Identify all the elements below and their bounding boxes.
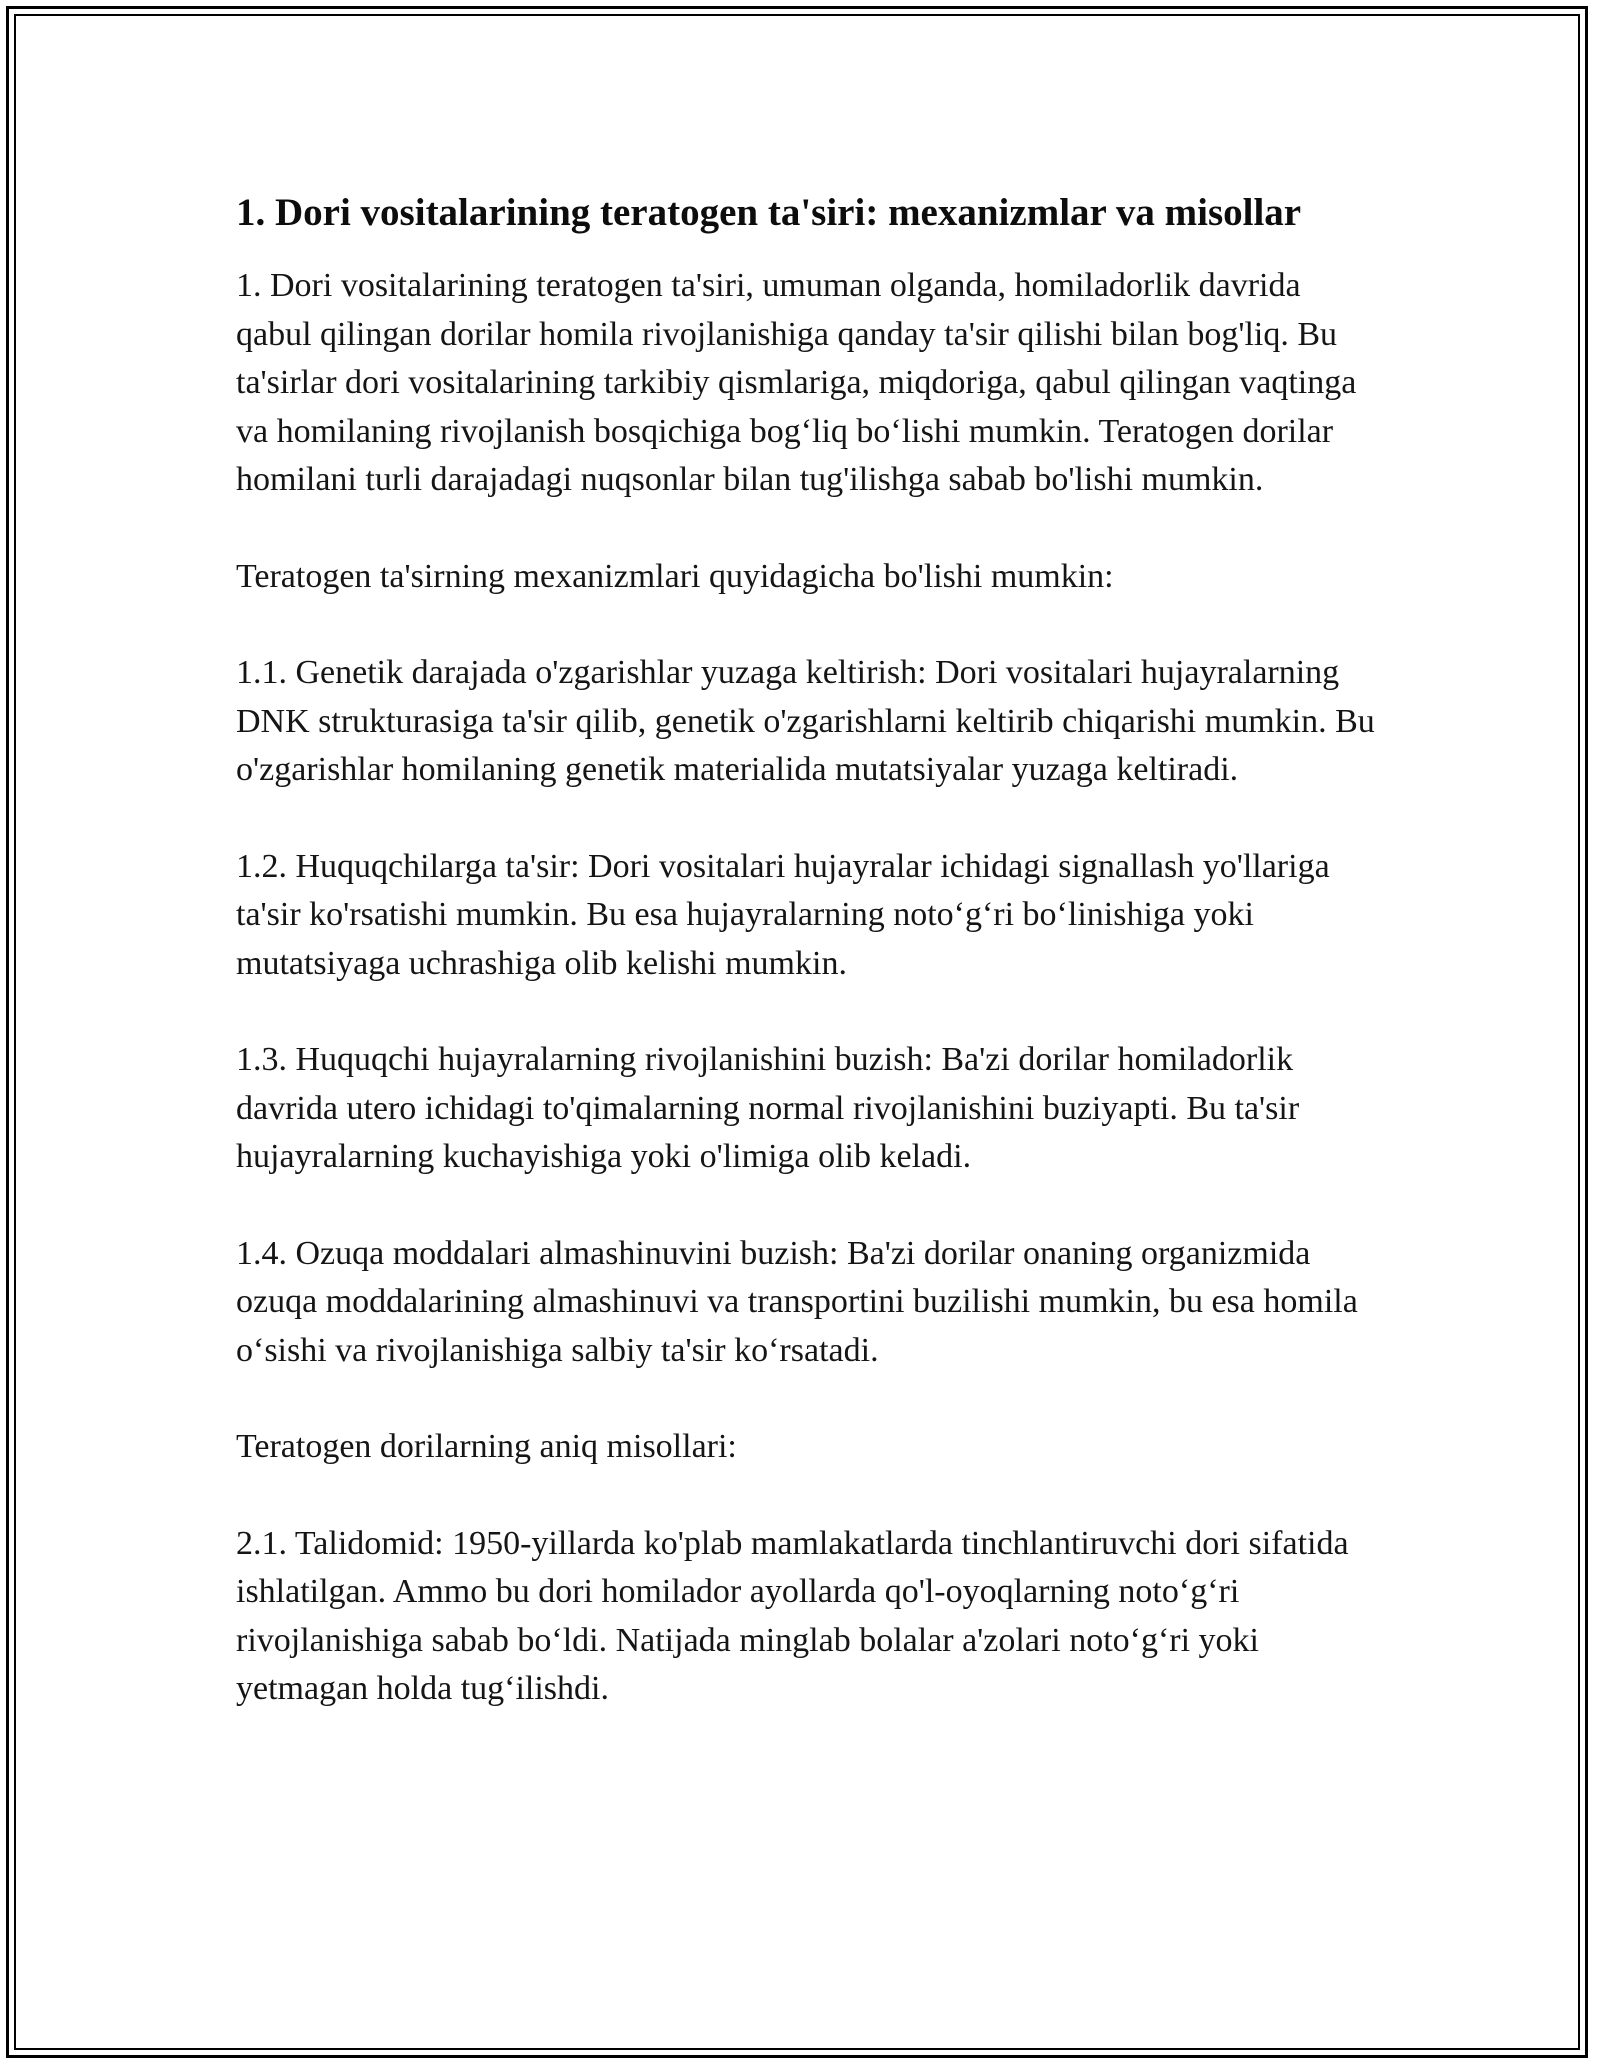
paragraph-examples-heading: Teratogen dorilarning aniq misollari: xyxy=(236,1428,737,1465)
paragraph-mechanism-1-2: 1.2. Huquqchilarga ta'sir: Dori vositalari hujayralar ichidagi signallash yo'llariga ta'sir ko'rsatishi mumkin. Bu esa hujayralarning noto‘g‘ri bo‘linishiga yoki mutatsiyaga uchrashiga olib kelishi mumkin. xyxy=(236,847,1330,982)
paragraph-mechanism-1-4: 1.4. Ozuqa moddalari almashinuvini buzish: Ba'zi dorilar onaning organizmida ozuqa moddalarining almashinuvi va transportini buzilishi mumkin, bu esa homila o‘sishi va rivojlanishiga salbiy ta'sir ko‘rsatadi. xyxy=(236,1234,1358,1369)
paragraph-mechanisms-heading: Teratogen ta'sirning mexanizmlari quyidagicha bo'lishi mumkin: xyxy=(236,557,1114,595)
document-title: 1. Dori vositalarining teratogen ta'siri: mexanizmlar va misollar xyxy=(236,191,1302,234)
paragraph-intro: 1. Dori vositalarining teratogen ta'siri, umuman olganda, homiladorlik davrida qabul qilingan dorilar homila rivojlanishiga qanday ta'sir qilishi bilan bog'liq. Bu ta'sirlar dori vositalarining tarkibiy qismlariga, miqdoriga, qabul qilingan vaqtinga va homilaning rivojlanish bosqichiga bog‘liq bo‘lishi mumkin. Teratogen dorilar homilani turli darajadagi nuqsonlar bilan tug'ilishga sabab bo'lishi mumkin. xyxy=(236,267,1357,498)
paragraph-mechanism-1-3: 1.3. Huquqchi hujayralarning rivojlanishini buzish: Ba'zi dorilar homiladorlik davrida utero ichidagi to'qimalarning normal rivojlanishini buziyapti. Bu ta'sir hujayralarning kuchayishiga yoki o'limiga olib keladi. xyxy=(236,1041,1300,1175)
paragraph-example-2-1: 2.1. Talidomid: 1950-yillarda ko'plab mamlakatlarda tinchlantiruvchi dori sifatida ishlatilgan. Ammo bu dori homilador ayollarda qo'l-oyoqlarning noto‘g‘ri rivojlanishiga sabab bo‘ldi. Natijada minglab bolalar a'zolari noto‘g‘ri yoki yetmagan holda tug‘ilishdi. xyxy=(236,1524,1349,1707)
paragraph-mechanism-1-1: 1.1. Genetik darajada o'zgarishlar yuzaga keltirish: Dori vositalari hujayralarning DNK strukturasiga ta'sir qilib, genetik o'zgarishlarni keltirib chiqarishi mumkin. Bu o'zgarishlar homilaning genetik materialida mutatsiyalar yuzaga keltiradi. xyxy=(236,654,1375,788)
document-body xyxy=(236,186,1376,1762)
